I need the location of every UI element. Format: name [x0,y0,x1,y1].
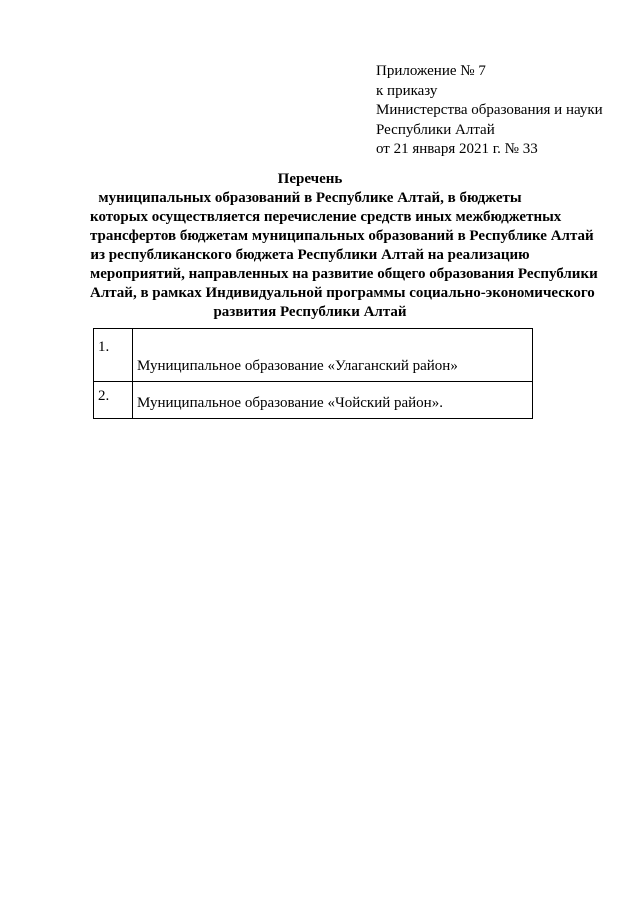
title-line: Алтай, в рамках Индивидуальной программы социально-экономического [90,285,595,301]
title-line: муниципальных образований в Республике Алтай, в бюджеты [98,190,522,206]
appendix-number: Приложение № 7 [376,63,486,79]
title-line: которых осуществляется перечисление средств иных межбюджетных [90,209,562,225]
table-row [94,382,533,419]
row-number: 2. [94,382,133,419]
municipalities-table [93,328,533,419]
appendix-order-ref: к приказу [376,82,438,99]
municipality-name: Муниципальное образование «Чойский район». [133,382,533,419]
appendix-ministry: Министерства образования и науки [376,102,603,118]
title-line: Перечень [277,171,343,187]
table-row [94,329,533,382]
title-line: развития Республики Алтай [213,304,407,320]
title-line: мероприятий, направленных на развитие общего образования Республики [90,266,598,282]
appendix-header [376,62,603,160]
appendix-date: от 21 января 2021 г. № 33 [376,141,538,157]
municipality-name: Муниципальное образование «Улаганский район» [133,329,533,382]
row-number: 1. [94,329,133,382]
title-line: из республиканского бюджета Республики Алтай на реализацию [90,247,530,263]
document-title [90,170,598,322]
title-line: трансфертов бюджетам муниципальных образований в Республике Алтай [90,228,594,244]
appendix-republic: Республики Алтай [376,121,495,138]
